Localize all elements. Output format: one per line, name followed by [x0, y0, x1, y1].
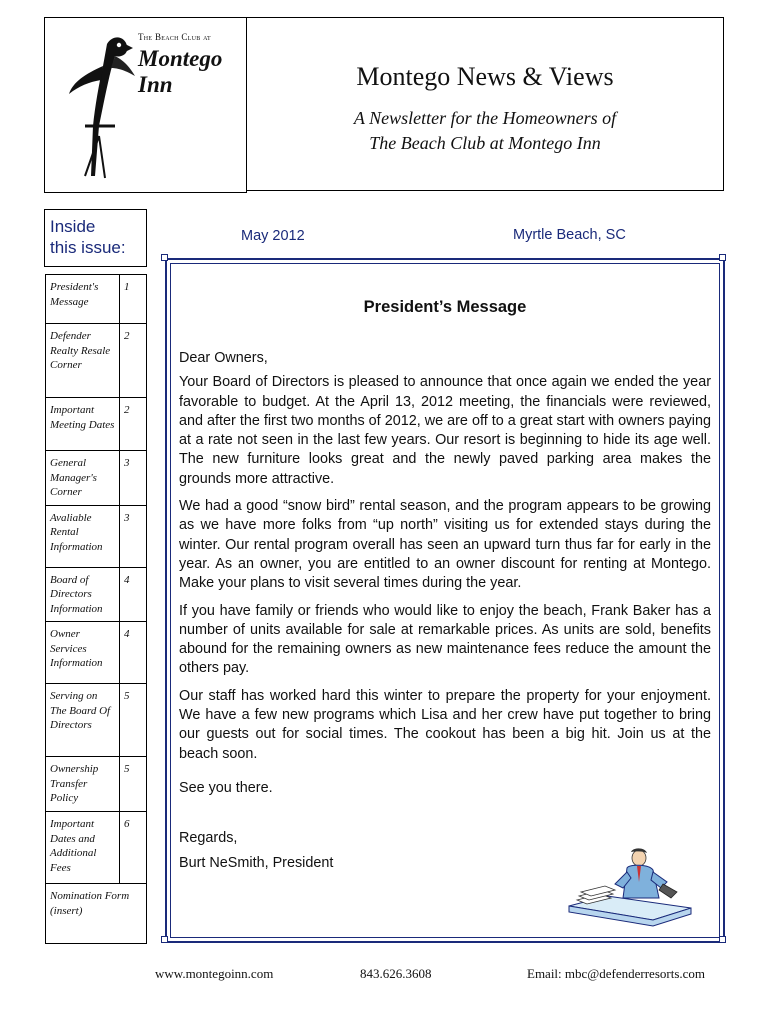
logo-big-text: Montego Inn [138, 46, 223, 97]
frame-corner-ornament [161, 254, 168, 261]
closing-see-you: See you there. [179, 780, 273, 796]
businessman-at-desk-icon [567, 848, 693, 928]
toc-item-title: Important Dates and Additional Fees [46, 812, 120, 884]
article-body [179, 349, 711, 772]
toc-item-page: 3 [120, 505, 147, 567]
toc-item-title: Board of Directors Information [46, 567, 120, 622]
toc-item-page: 2 [120, 398, 147, 451]
footer-website-link[interactable]: www.montegoinn.com [155, 966, 274, 981]
toc-item-title: President's Message [46, 275, 120, 324]
toc-item-page: 3 [120, 451, 147, 506]
toc-row [46, 398, 147, 451]
newsletter-subtitle-line2: The Beach Club at Montego Inn [369, 133, 601, 153]
parrot-logo-icon [55, 26, 145, 186]
closing-regards: Regards, [179, 830, 238, 846]
table-of-contents [45, 274, 147, 944]
article-paragraph: Your Board of Directors is pleased to announce that once again we ended the year favorable to budget. At the April 13, 2012 meeting, the financials were reviewed, and after the first two months of 2012, we are off to a great start with owners paying at a rate not seen in the last few years. Our resort is beginning to hide its age well. The new furniture looks great and the newly paved parking area makes the grounds more attractive. [179, 374, 711, 487]
title-box [246, 17, 724, 191]
issue-date: May 2012 [241, 228, 305, 244]
toc-item-page: 5 [120, 684, 147, 757]
footer-email-link[interactable]: Email: mbc@defenderresorts.com [527, 966, 706, 981]
footer-phone: 843.626.3608 [360, 966, 432, 981]
toc-item-page: 4 [120, 567, 147, 622]
newsletter-subtitle-line1: A Newsletter for the Homeowners of [353, 108, 617, 128]
inside-label-line1: Inside [50, 217, 96, 236]
toc-row [46, 275, 147, 324]
logo-small-text: The Beach Club at [138, 32, 212, 42]
frame-corner-ornament [719, 254, 726, 261]
toc-row [46, 451, 147, 506]
toc-item-title: General Manager's Corner [46, 451, 120, 506]
toc-row [46, 684, 147, 757]
toc-item-title: Serving on The Board Of Directors [46, 684, 120, 757]
toc-item-title: Owner Services Information [46, 622, 120, 684]
toc-row [46, 884, 147, 944]
toc-item-page: 4 [120, 622, 147, 684]
toc-item-title: Ownership Transfer Policy [46, 757, 120, 812]
toc-item-page: 1 [120, 275, 147, 324]
frame-corner-ornament [161, 936, 168, 943]
toc-item-page: 2 [120, 324, 147, 398]
inside-this-issue-box [44, 209, 147, 267]
closing-signature: Burt NeSmith, President [179, 855, 334, 871]
inside-label-line2: this issue: [50, 238, 126, 257]
article-title: President’s Message [363, 298, 527, 316]
newsletter-title: Montego News & Views [356, 62, 614, 91]
toc-row [46, 505, 147, 567]
toc-item-page: 6 [120, 812, 147, 884]
toc-row [46, 757, 147, 812]
toc-row [46, 567, 147, 622]
article-paragraph: We had a good “snow bird” rental season, and the program appears to be growing as we have more folks from “up north” visiting us for extended stays during the winter. Our rental program overall has seen an upward turn thus far for early in the year. As an owner, you are entitled to an owner discount for renting at Montego. Make your plans to visit several times during the year. [179, 498, 711, 592]
article-salutation: Dear Owners, [179, 350, 268, 366]
toc-item-title: Avaliable Rental Information [46, 505, 120, 567]
article-paragraph: Our staff has worked hard this winter to prepare the property for your enjoyment. We have a few new programs which Lisa and her crew have put together to bring our guests out for social times. The cookout has been a big hit. Join us at the beach soon. [179, 687, 711, 762]
issue-location: Myrtle Beach, SC [513, 227, 626, 243]
logo-box [44, 17, 247, 193]
toc-item-title: Nomination Form (insert) [46, 884, 147, 944]
toc-item-title: Defender Realty Resale Corner [46, 324, 120, 398]
article-paragraph: If you have family or friends who would like to enjoy the beach, Frank Baker has a number of units available for sale at remarkable prices. As units are sold, benefits abound for the remaining owners as new maintenance fees reduce the amount the others pay. [179, 602, 711, 677]
toc-item-title: Important Meeting Dates [46, 398, 120, 451]
toc-row [46, 324, 147, 398]
toc-row [46, 812, 147, 884]
frame-corner-ornament [719, 936, 726, 943]
toc-row [46, 622, 147, 684]
toc-item-page: 5 [120, 757, 147, 812]
